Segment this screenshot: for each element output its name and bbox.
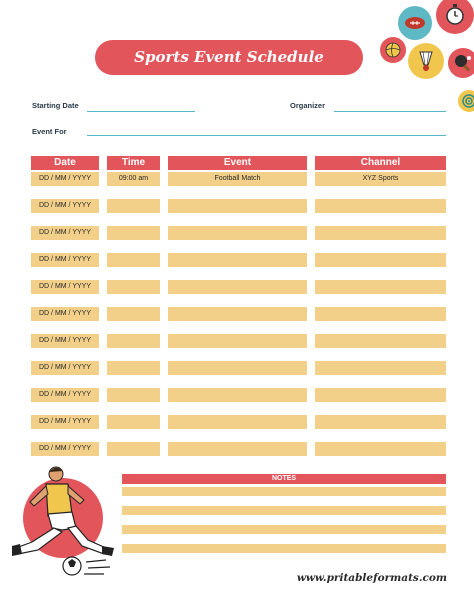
target-icon	[458, 90, 474, 112]
cell-time[interactable]	[107, 361, 160, 375]
stopwatch-icon	[436, 0, 474, 34]
cell-date[interactable]: DD / MM / YYYY	[31, 226, 99, 240]
footer-url[interactable]: www.pritableformats.com	[296, 572, 447, 584]
event-for-label: Event For	[32, 127, 67, 136]
cell-event[interactable]	[168, 280, 307, 294]
cell-date[interactable]: DD / MM / YYYY	[31, 280, 99, 294]
cell-date[interactable]: DD / MM / YYYY	[31, 199, 99, 213]
cell-event[interactable]	[168, 334, 307, 348]
cell-event[interactable]	[168, 226, 307, 240]
cell-time[interactable]	[107, 253, 160, 267]
header-channel: Channel	[315, 156, 446, 170]
cell-time[interactable]	[107, 280, 160, 294]
cell-time[interactable]	[107, 388, 160, 402]
rugby-ball-icon	[398, 6, 432, 40]
notes-line[interactable]	[122, 487, 446, 496]
cell-time[interactable]	[107, 226, 160, 240]
cell-channel[interactable]: XYZ Sports	[315, 172, 446, 186]
cell-date[interactable]: DD / MM / YYYY	[31, 442, 99, 456]
cell-date[interactable]: DD / MM / YYYY	[31, 253, 99, 267]
cell-channel[interactable]	[315, 442, 446, 456]
cell-channel[interactable]	[315, 226, 446, 240]
cell-time[interactable]	[107, 307, 160, 321]
cell-date[interactable]: DD / MM / YYYY	[31, 388, 99, 402]
event-for-field[interactable]	[87, 135, 446, 136]
cell-channel[interactable]	[315, 307, 446, 321]
ping-pong-icon	[448, 48, 474, 78]
organizer-label: Organizer	[290, 101, 326, 110]
cell-channel[interactable]	[315, 361, 446, 375]
cell-channel[interactable]	[315, 253, 446, 267]
notes-header: NOTES	[122, 474, 446, 484]
starting-date-label: Starting Date	[32, 101, 79, 110]
cell-event[interactable]	[168, 415, 307, 429]
cell-time[interactable]	[107, 199, 160, 213]
notes-line[interactable]	[122, 506, 446, 515]
cell-date[interactable]: DD / MM / YYYY	[31, 334, 99, 348]
volleyball-icon	[380, 37, 406, 63]
cell-event[interactable]	[168, 253, 307, 267]
shuttlecock-icon	[408, 43, 444, 79]
cell-channel[interactable]	[315, 388, 446, 402]
cell-event[interactable]: Football Match	[168, 172, 307, 186]
cell-date[interactable]: DD / MM / YYYY	[31, 172, 99, 186]
organizer-field[interactable]	[334, 111, 446, 112]
cell-event[interactable]	[168, 199, 307, 213]
cell-date[interactable]: DD / MM / YYYY	[31, 415, 99, 429]
notes-line[interactable]	[122, 544, 446, 553]
cell-time[interactable]	[107, 415, 160, 429]
cell-time[interactable]	[107, 442, 160, 456]
cell-time[interactable]	[107, 334, 160, 348]
cell-event[interactable]	[168, 307, 307, 321]
header-event: Event	[168, 156, 307, 170]
cell-event[interactable]	[168, 361, 307, 375]
cell-date[interactable]: DD / MM / YYYY	[31, 361, 99, 375]
cell-channel[interactable]	[315, 199, 446, 213]
cell-event[interactable]	[168, 442, 307, 456]
footballer-illustration	[8, 462, 120, 580]
header-time: Time	[107, 156, 160, 170]
cell-event[interactable]	[168, 388, 307, 402]
page-title: Sports Event Schedule Template	[95, 40, 363, 75]
cell-channel[interactable]	[315, 415, 446, 429]
cell-channel[interactable]	[315, 280, 446, 294]
notes-line[interactable]	[122, 525, 446, 534]
cell-time[interactable]: 09:00 am	[107, 172, 160, 186]
starting-date-field[interactable]	[87, 111, 195, 112]
cell-channel[interactable]	[315, 334, 446, 348]
header-date: Date	[31, 156, 99, 170]
cell-date[interactable]: DD / MM / YYYY	[31, 307, 99, 321]
